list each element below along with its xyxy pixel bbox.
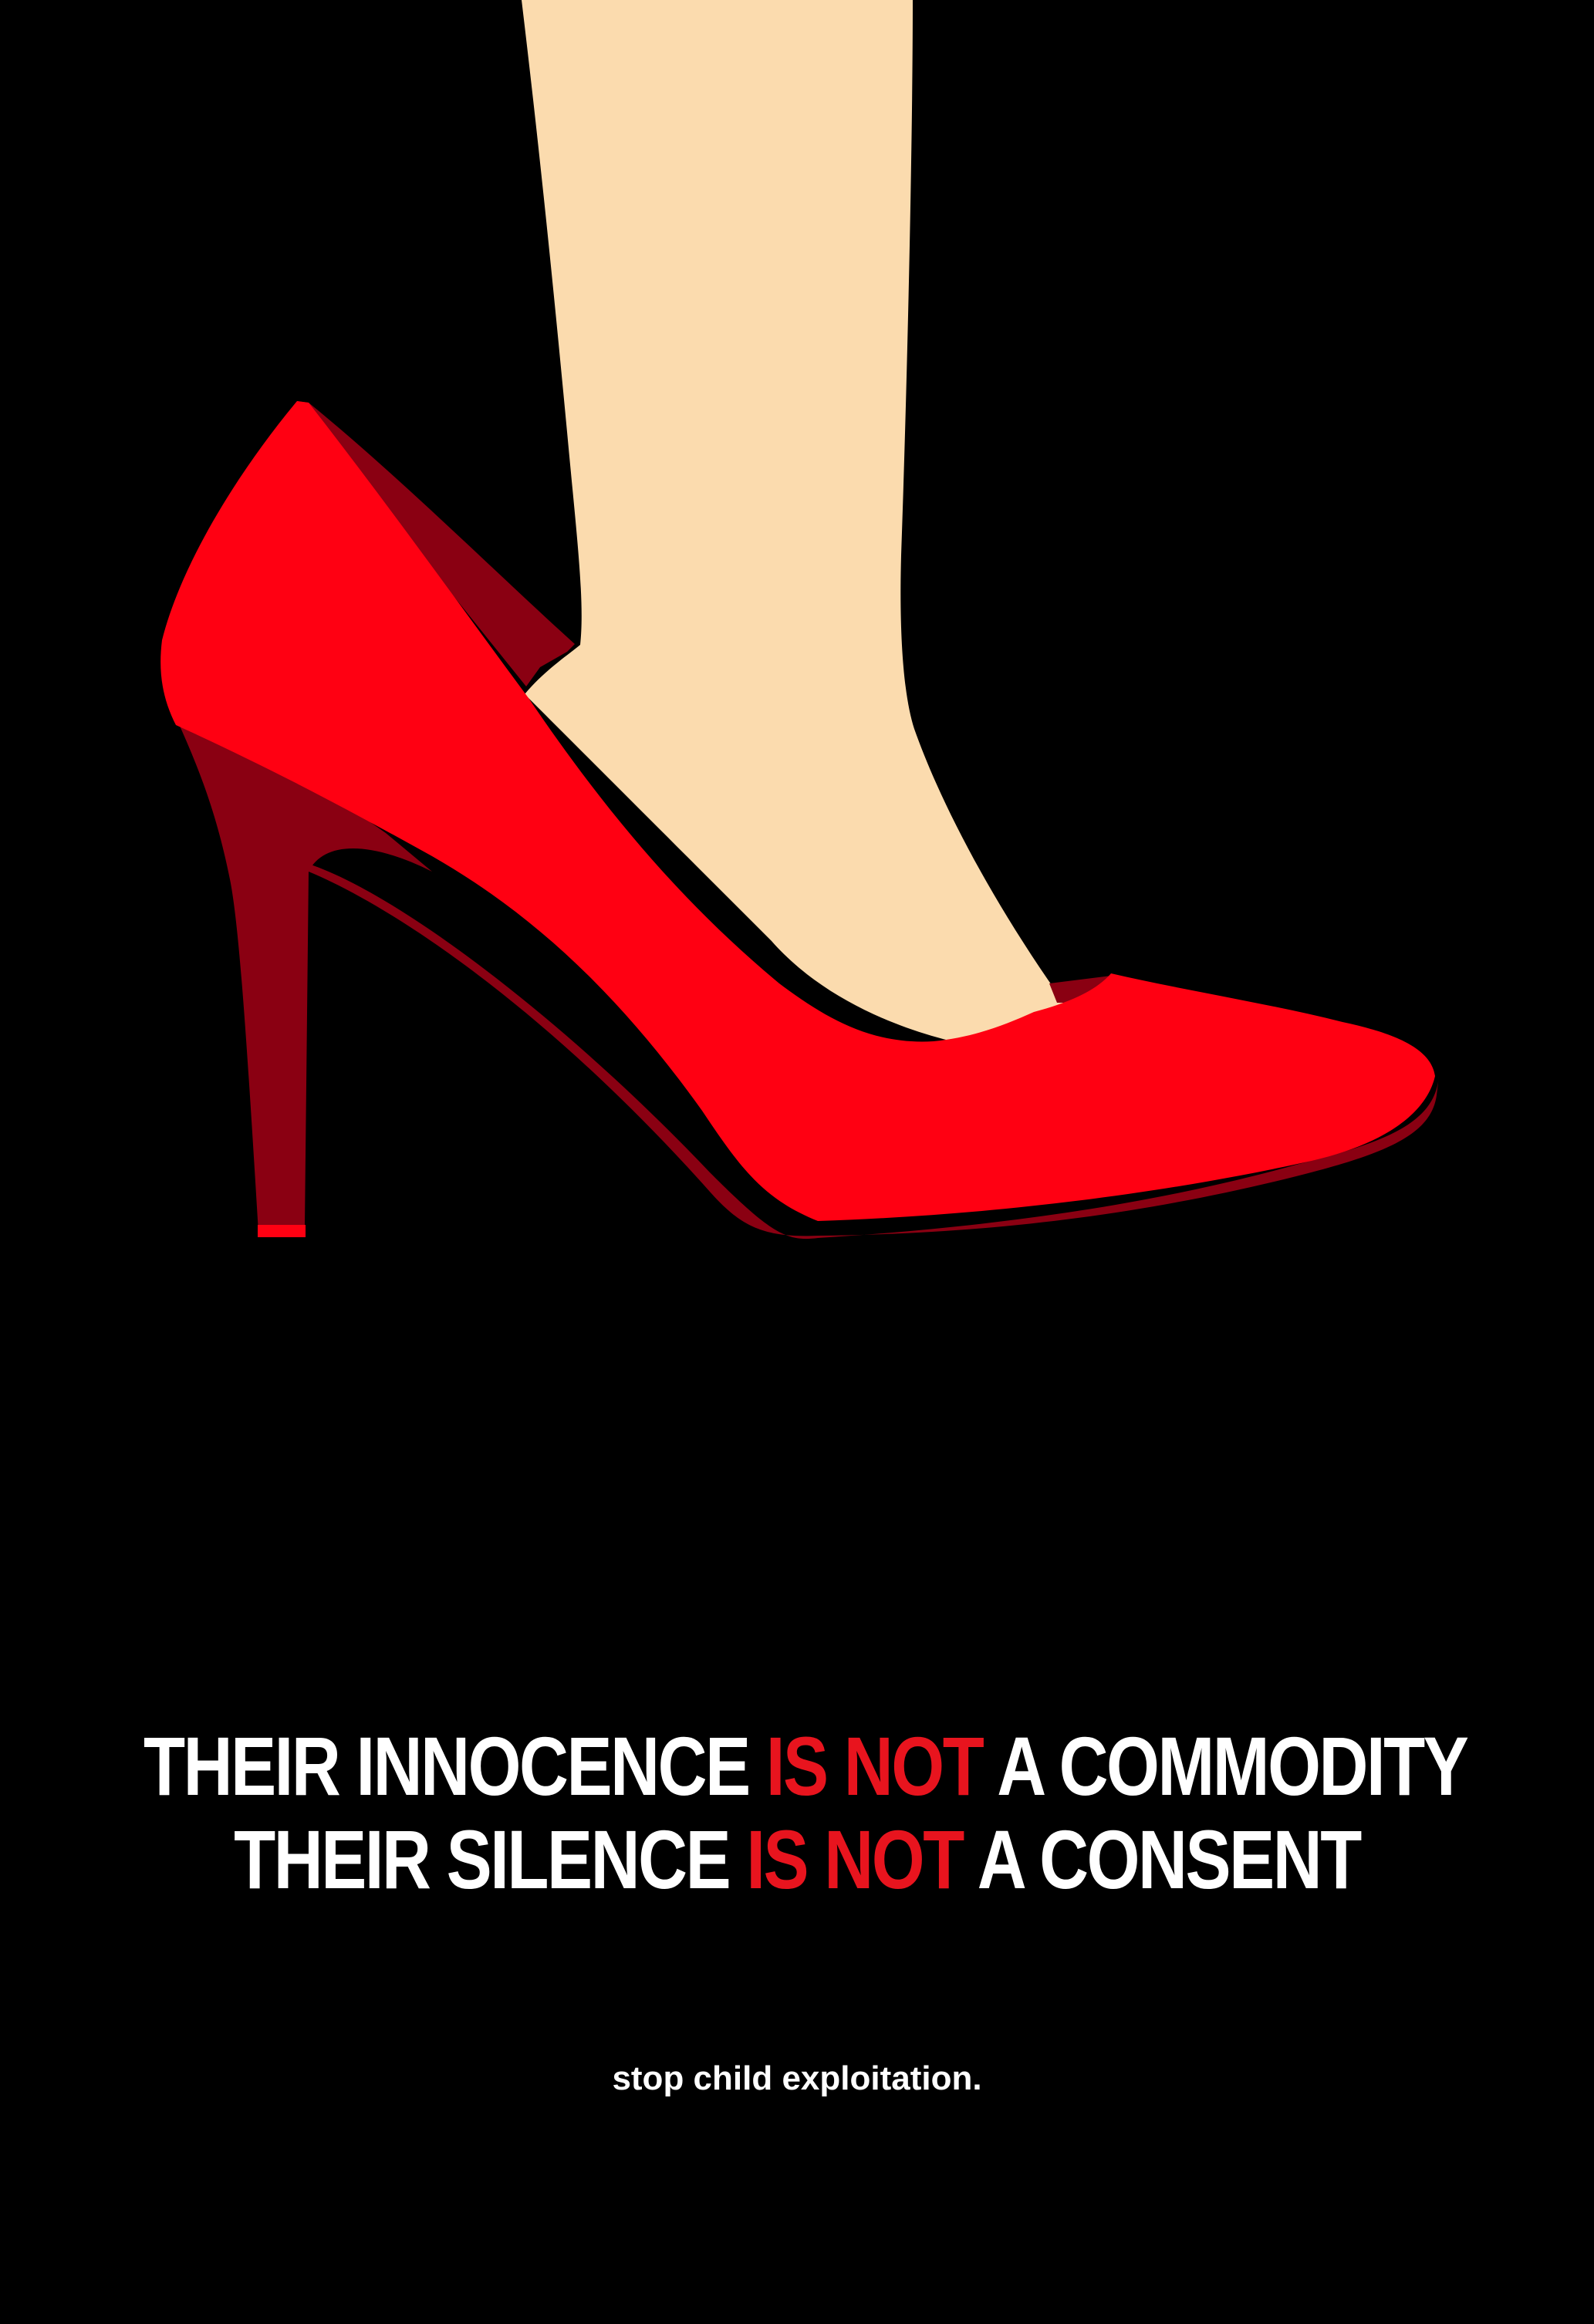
headline-line-1-start: THEIR INNOCENCE — [143, 1719, 749, 1813]
shoe-heel-tip — [258, 1225, 306, 1237]
headline-line-1-accent: IS NOT — [765, 1719, 983, 1813]
headline-line-2-accent: IS NOT — [746, 1812, 963, 1906]
headline-line-1 — [143, 1719, 1467, 1813]
headline-line-2 — [144, 1813, 1450, 1907]
headline-line-1-end: A COMMODITY — [997, 1719, 1467, 1813]
headline-line-2-end: A CONSENT — [977, 1812, 1360, 1906]
headline — [143, 1719, 1467, 1907]
tagline: stop child exploitation. — [612, 2059, 982, 2097]
headline-line-2-start: THEIR SILENCE — [234, 1812, 730, 1906]
